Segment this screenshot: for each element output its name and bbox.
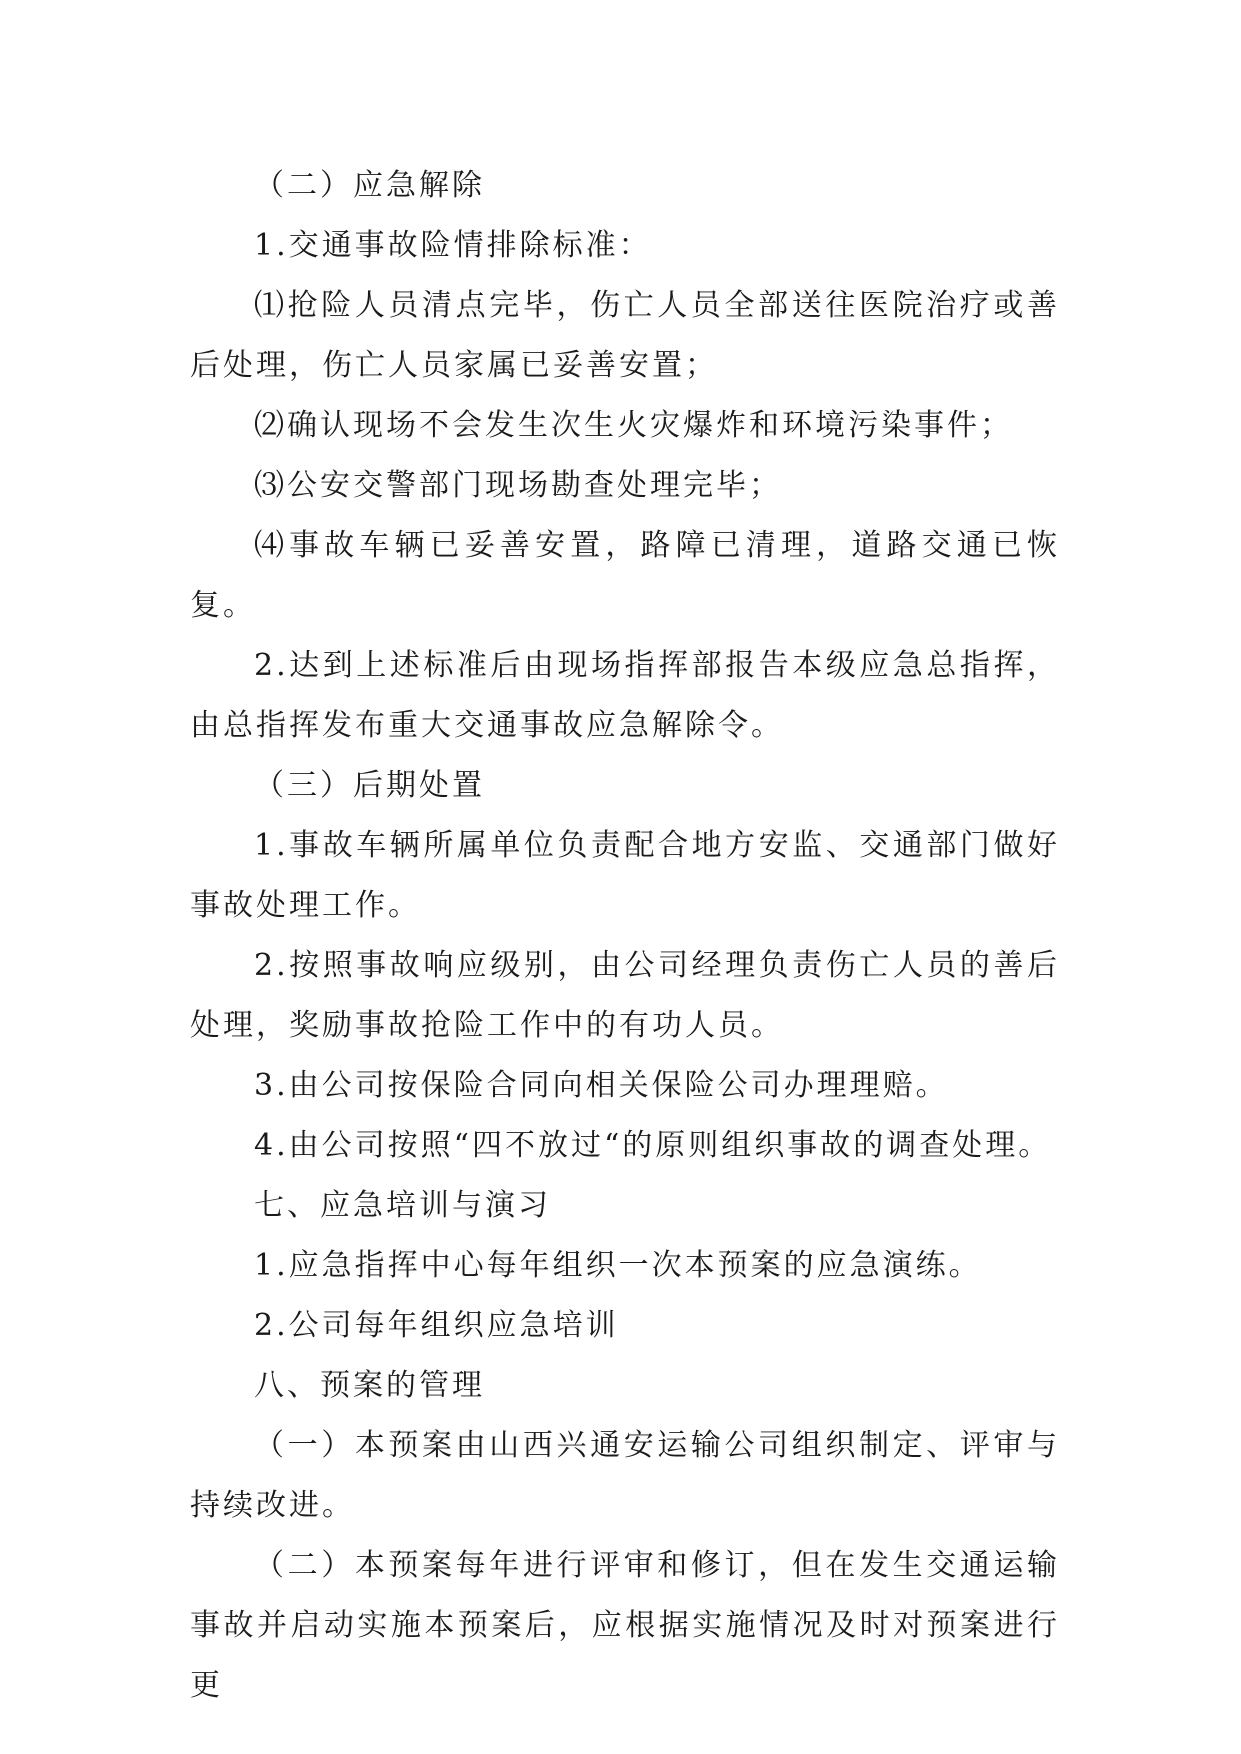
list-item-no-secondary-disaster: ⑵确认现场不会发生次生火灾爆炸和环境污染事件； [254,408,1013,443]
list-item-clearance-standard: 1.交通事故险情排除标准： [254,228,652,263]
list-item-vehicle-unit: 1.事故车辆所属单位负责配合地方安监、交通部门做好事故处理工作。 [190,828,1060,923]
section-heading-aftermath: （三）后期处置 [254,768,485,803]
list-item-rescue-personnel: ⑴抢险人员清点完毕，伤亡人员全部送往医院治疗或善后处理，伤亡人员家属已妥善安置； [190,288,1060,383]
document-body [190,156,1060,1716]
list-item-insurance: 3.由公司按保险合同向相关保险公司办理理赔。 [254,1068,949,1103]
section-heading-plan-management: 八、预案的管理 [254,1368,485,1403]
list-item-report-release: 2.达到上述标准后由现场指挥部报告本级应急总指挥，由总指挥发布重大交通事故应急解除令。 [190,648,1060,743]
section-heading-emergency-release: （二）应急解除 [254,168,485,203]
list-item-police-investigation: ⑶公安交警部门现场勘查处理完毕； [254,468,782,503]
list-item-plan-formulation: （一）本预案由山西兴通安运输公司组织制定、评审与持续改进。 [190,1428,1060,1523]
list-item-annual-training: 2.公司每年组织应急培训 [254,1308,619,1343]
section-heading-training: 七、应急培训与演习 [254,1188,551,1223]
list-item-annual-drill: 1.应急指挥中心每年组织一次本预案的应急演练。 [254,1248,982,1283]
list-item-plan-revision: （二）本预案每年进行评审和修订，但在发生交通运输事故并启动实施本预案后，应根据实施情况及时对预案进行更 [190,1548,1060,1703]
list-item-response-level: 2.按照事故响应级别，由公司经理负责伤亡人员的善后处理，奖励事故抢险工作中的有功人员。 [190,948,1060,1043]
list-item-investigation: 4.由公司按照“四不放过“的原则组织事故的调查处理。 [254,1128,1052,1163]
list-item-traffic-restored: ⑷事故车辆已妥善安置，路障已清理，道路交通已恢复。 [190,528,1060,623]
